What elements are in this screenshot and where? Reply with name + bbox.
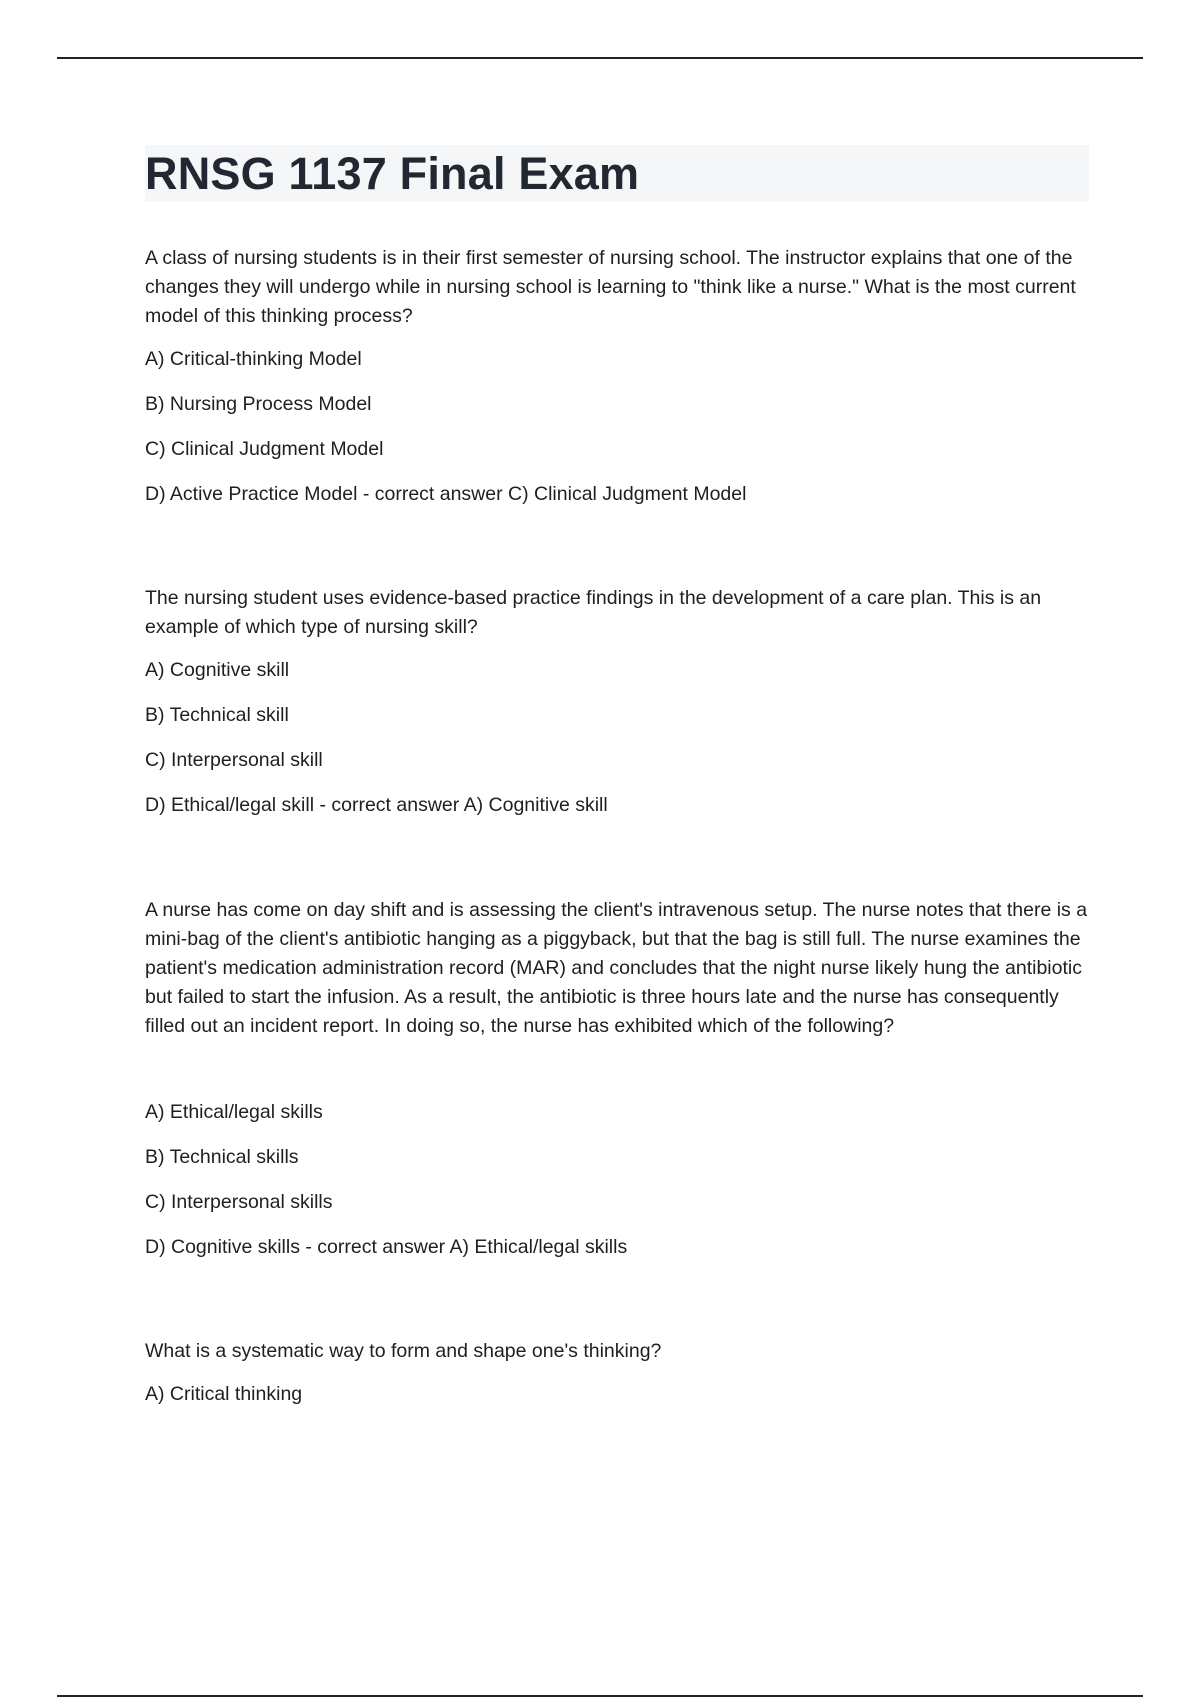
answer-option: B) Technical skill bbox=[145, 704, 289, 726]
answer-option: C) Clinical Judgment Model bbox=[145, 438, 384, 460]
document-body bbox=[145, 145, 1090, 1425]
question-4 bbox=[145, 1337, 1090, 1409]
top-rule bbox=[57, 57, 1143, 59]
page-title: RNSG 1137 Final Exam bbox=[145, 148, 640, 199]
spacer bbox=[145, 525, 1090, 584]
spacer bbox=[145, 836, 1090, 896]
question-3 bbox=[145, 896, 1090, 1262]
question-text: A class of nursing students is in their first semester of nursing school. The instructor explains that one of the changes they will undergo while in nursing school is learning to "think like a nurse." What is the most current model of this thinking process? bbox=[145, 247, 1076, 327]
answer-option: B) Technical skills bbox=[145, 1146, 299, 1168]
question-text: What is a systematic way to form and shape one's thinking? bbox=[145, 1340, 662, 1362]
answer-option-with-correct-answer: D) Active Practice Model - correct answer C) Clinical Judgment Model bbox=[145, 483, 747, 505]
answer-option: C) Interpersonal skills bbox=[145, 1191, 333, 1213]
question-text: A nurse has come on day shift and is assessing the client's intravenous setup. The nurse notes that there is a mini-bag of the client's antibiotic hanging as a piggyback, but that the bag is still full. The nurse examines the patient's medication administration record (MAR) and concludes that the night nurse likely hung the antibiotic but failed to start the infusion. As a result, the antibiotic is three hours late and the nurse has consequently filled out an incident report. In doing so, the nurse has exhibited which of the following? bbox=[145, 899, 1088, 1037]
question-1 bbox=[145, 244, 1090, 509]
question-text: The nursing student uses evidence-based practice findings in the development of a care plan. This is an example of which type of nursing skill? bbox=[145, 587, 1042, 638]
answer-option: A) Critical thinking bbox=[145, 1383, 303, 1405]
title-bar bbox=[145, 145, 1089, 202]
answer-option: B) Nursing Process Model bbox=[145, 393, 372, 415]
answer-option: C) Interpersonal skill bbox=[145, 749, 323, 771]
spacer bbox=[145, 1278, 1090, 1337]
question-2 bbox=[145, 584, 1090, 820]
answer-option-with-correct-answer: D) Cognitive skills - correct answer A) Ethical/legal skills bbox=[145, 1236, 628, 1258]
answer-option: A) Cognitive skill bbox=[145, 659, 290, 681]
spacer bbox=[145, 1055, 1090, 1098]
bottom-rule bbox=[57, 1695, 1143, 1697]
answer-option-with-correct-answer: D) Ethical/legal skill - correct answer A) Cognitive skill bbox=[145, 794, 608, 816]
answer-option: A) Critical-thinking Model bbox=[145, 348, 362, 370]
answer-option: A) Ethical/legal skills bbox=[145, 1101, 323, 1123]
